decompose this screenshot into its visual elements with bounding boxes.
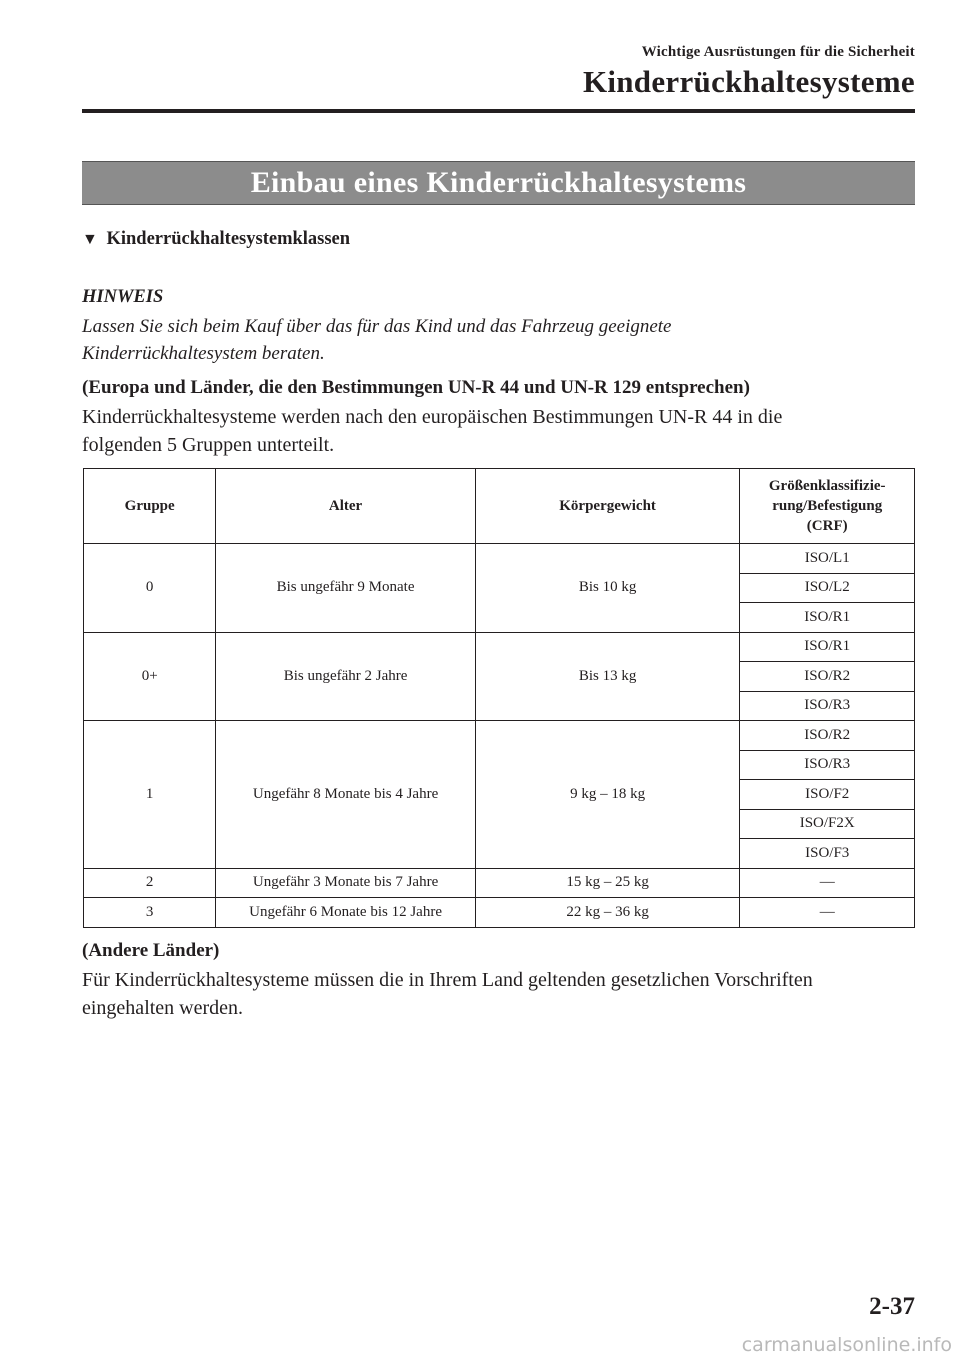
table-row — [84, 898, 915, 928]
table-header-row — [84, 469, 915, 544]
crf-table — [83, 468, 915, 928]
subheading-text: Kinderrückhaltesystemklassen — [106, 229, 351, 249]
note-label: HINWEIS — [82, 287, 164, 307]
table-row — [84, 721, 915, 751]
header-divider — [82, 109, 915, 113]
page-number: 2-37 — [869, 1293, 915, 1320]
cell-age: Ungefähr 3 Monate bis 7 Jahre — [216, 868, 475, 898]
cell-crf: ISO/R1 — [740, 632, 915, 662]
cell-crf: ISO/F2 — [740, 780, 915, 810]
cell-group: 2 — [84, 868, 216, 898]
cell-weight: Bis 10 kg — [475, 544, 740, 633]
header-group: Gruppe — [84, 469, 216, 544]
europe-title: (Europa und Länder, die den Bestimmungen UN-R 44 und UN-R 129 entsprechen) — [82, 377, 750, 398]
cell-weight: Bis 13 kg — [475, 632, 740, 721]
cell-crf: ― — [740, 868, 915, 898]
cell-crf: ISO/R2 — [740, 721, 915, 751]
other-line-1: Für Kinderrückhaltesysteme müssen die in Ihrem Land geltenden gesetzlichen Vorschriften — [82, 969, 813, 991]
header-section-title: Wichtige Ausrüstungen für die Sicherheit — [641, 44, 915, 60]
cell-weight: 15 kg – 25 kg — [475, 868, 740, 898]
cell-weight: 9 kg – 18 kg — [475, 721, 740, 869]
cell-group: 0 — [84, 544, 216, 633]
europe-line-1: Kinderrückhaltesysteme werden nach den europäischen Bestimmungen UN-R 44 in die — [82, 406, 783, 428]
header-weight: Körpergewicht — [475, 469, 740, 544]
table-body — [84, 544, 915, 928]
cell-group: 0+ — [84, 632, 216, 721]
cell-group: 3 — [84, 898, 216, 928]
note-line-2: Kinderrückhaltesystem beraten. — [82, 343, 325, 364]
header-crf-line-3: (CRF) — [806, 518, 848, 534]
header-crf-line-1: Größenklassifizie- — [768, 478, 886, 494]
note-line-1: Lassen Sie sich beim Kauf über das für das Kind und das Fahrzeug geeignete — [82, 316, 672, 337]
other-countries-text — [82, 966, 922, 1022]
other-line-2: eingehalten werden. — [82, 997, 244, 1019]
other-countries-title: (Andere Länder) — [82, 940, 220, 961]
subheading — [82, 229, 350, 250]
cell-crf: ISO/F2X — [740, 809, 915, 839]
header-crf — [740, 469, 915, 544]
header-crf-line-2: rung/Befestigung — [772, 498, 883, 514]
table-row — [84, 868, 915, 898]
cell-crf: ISO/R2 — [740, 662, 915, 692]
table-row — [84, 544, 915, 574]
header-chapter-title: Kinderrückhaltesysteme — [582, 64, 915, 99]
cell-crf: ISO/L1 — [740, 544, 915, 574]
cell-crf: ISO/L2 — [740, 573, 915, 603]
cell-group: 1 — [84, 721, 216, 869]
triangle-down-icon: ▼ — [82, 231, 98, 248]
table-row — [84, 632, 915, 662]
header-age: Alter — [216, 469, 475, 544]
cell-crf: ― — [740, 898, 915, 928]
cell-age: Ungefähr 8 Monate bis 4 Jahre — [216, 721, 475, 869]
europe-line-2: folgenden 5 Gruppen unterteilt. — [82, 434, 335, 456]
europe-text — [82, 403, 922, 459]
cell-crf: ISO/F3 — [740, 839, 915, 869]
cell-age: Bis ungefähr 9 Monate — [216, 544, 475, 633]
section-banner: Einbau eines Kinderrückhaltesystems — [82, 161, 915, 205]
cell-crf: ISO/R3 — [740, 750, 915, 780]
watermark: carmanualsonline.info — [741, 1334, 952, 1356]
cell-age: Bis ungefähr 2 Jahre — [216, 632, 475, 721]
cell-crf: ISO/R3 — [740, 691, 915, 721]
cell-age: Ungefähr 6 Monate bis 12 Jahre — [216, 898, 475, 928]
cell-crf: ISO/R1 — [740, 603, 915, 633]
note-text — [82, 313, 922, 367]
cell-weight: 22 kg – 36 kg — [475, 898, 740, 928]
